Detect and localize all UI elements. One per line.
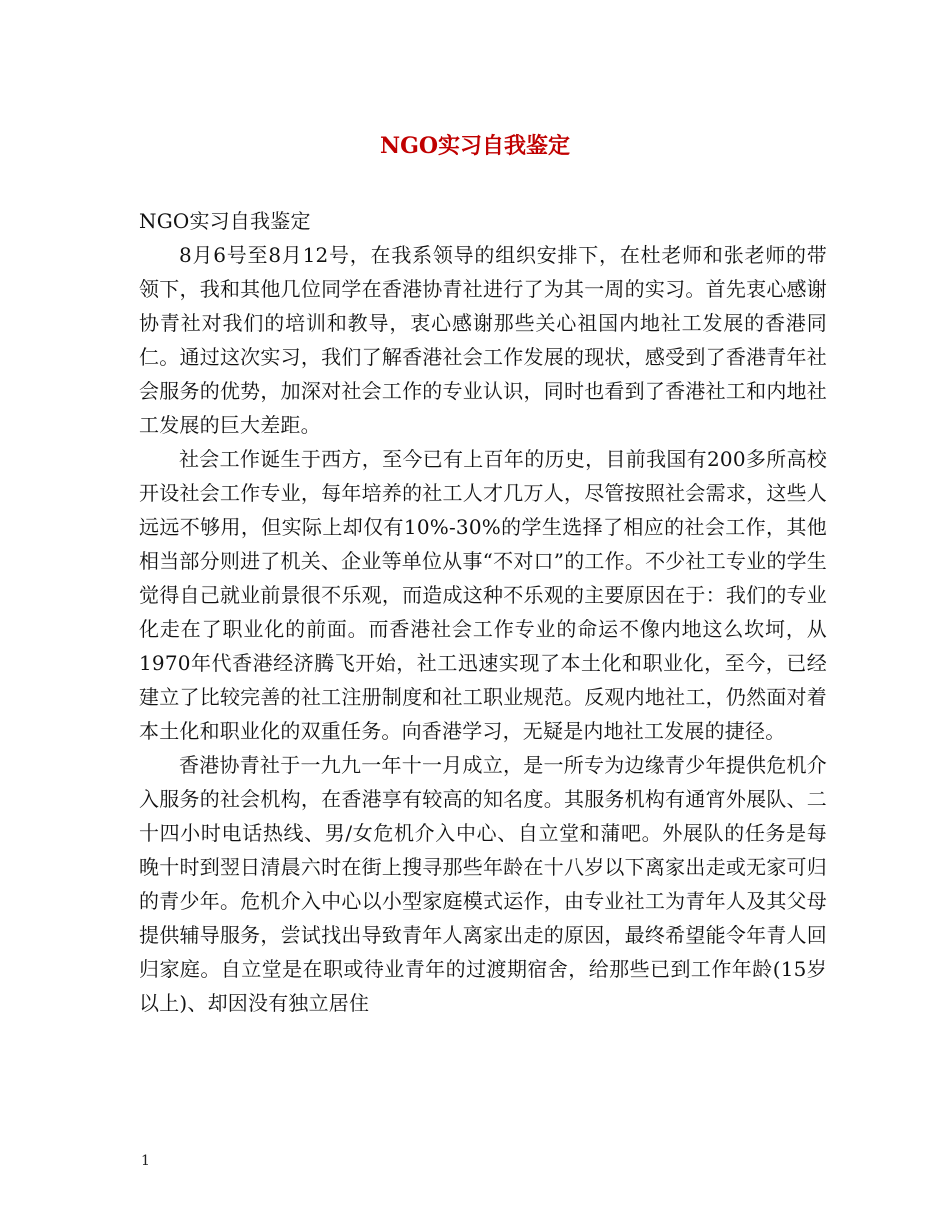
document-body <box>139 204 827 1020</box>
document-title: NGO实习自我鉴定 <box>379 133 571 159</box>
paragraph-1: 8月6号至8月12号，在我系领导的组织安排下，在杜老师和张老师的带领下，我和其他几位同学在香港协青社进行了为其一周的实习。首先衷心感谢协青社对我们的培训和教导，衷心感谢那些关心祖国内地社工发展的香港同仁。通过这次实习，我们了解香港社会工作发展的现状，感受到了香港青年社会服务的优势，加深对社会工作的专业认识，同时也看到了香港社工和内地社工发展的巨大差距。 <box>139 243 827 437</box>
paragraph-2: 社会工作诞生于西方，至今已有上百年的历史，目前我国有200多所高校开设社会工作专业，每年培养的社工人才几万人，尽管按照社会需求，这些人远远不够用，但实际上却仅有10%-30%的学生选择了相应的社会工作，其他相当部分则进了机关、企业等单位从事“不对口”的工作。不少社工专业的学生觉得自己就业前景很不乐观，而造成这种不乐观的主要原因在于：我们的专业化走在了职业化的前面。而香港社会工作专业的命运不像内地这么坎坷，从1970年代香港经济腾飞开始，社工迅速实现了本土化和职业化，至今，已经建立了比较完善的社工注册制度和社工职业规范。反观内地社工，仍然面对着本土化和职业化的双重任务。向香港学习，无疑是内地社工发展的捷径。 <box>139 447 827 743</box>
page-number: 1 <box>141 1153 150 1169</box>
paragraph-3: 香港协青社于一九九一年十一月成立，是一所专为边缘青少年提供危机介入服务的社会机构，在香港享有较高的知名度。其服务机构有通宵外展队、二十四小时电话热线、男/女危机介入中心、自立堂和蒲吧。外展队的任务是每晚十时到翌日清晨六时在街上搜寻那些年龄在十八岁以下离家出走或无家可归的青少年。危机介入中心以小型家庭模式运作，由专业社工为青年人及其父母提供辅导服务，尝试找出导致青年人离家出走的原因，最终希望能令年青人回归家庭。自立堂是在职或待业青年的过渡期宿舍，给那些已到工作年龄(15岁以上)、却因没有独立居住 <box>139 753 827 1015</box>
document-subtitle: NGO实习自我鉴定 <box>139 209 311 233</box>
